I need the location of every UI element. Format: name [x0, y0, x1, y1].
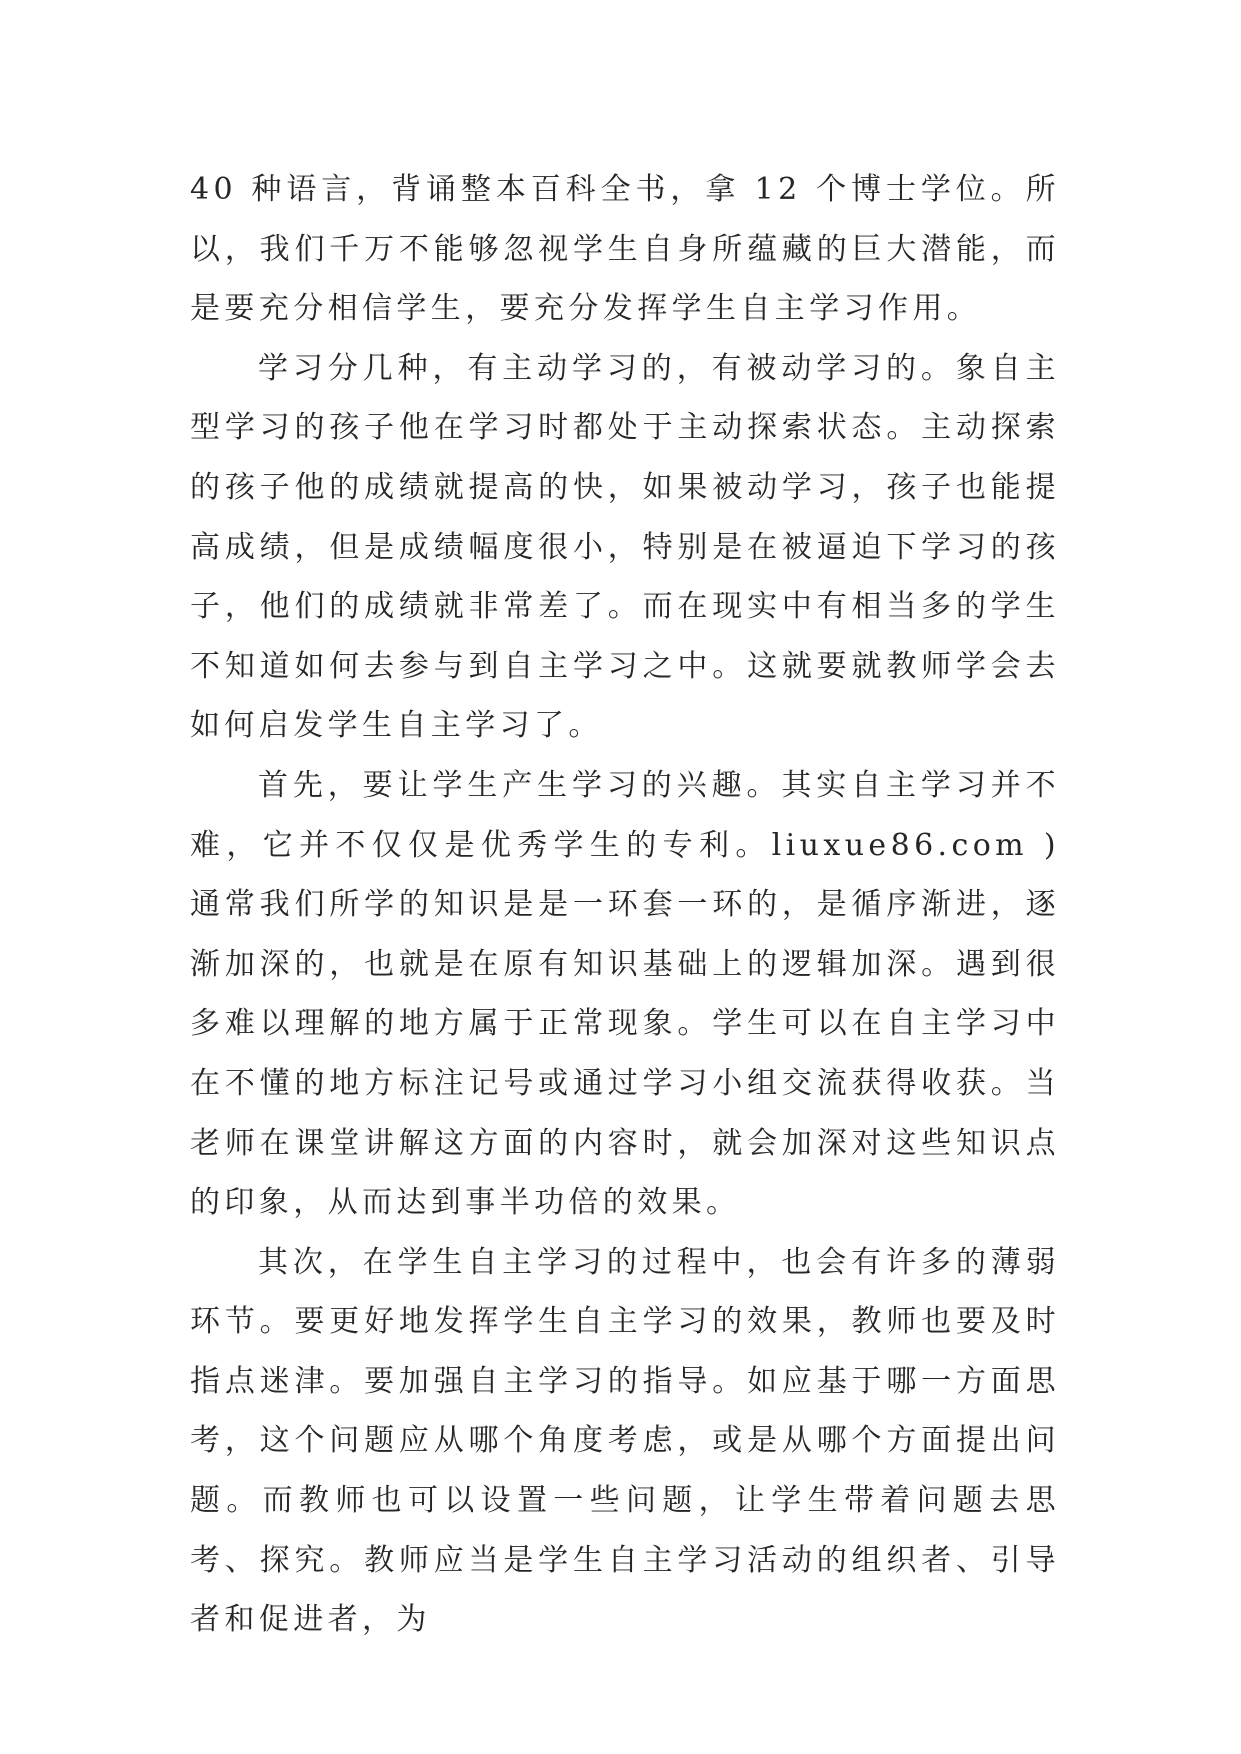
paragraph-1: 40 种语言，背诵整本百科全书，拿 12 个博士学位。所以，我们千万不能够忽视学生自身所蕴藏的巨大潜能，而是要充分相信学生，要充分发挥学生自主学习作用。: [190, 172, 1060, 327]
paragraph-4: 其次，在学生自主学习的过程中，也会有许多的薄弱环节。要更好地发挥学生自主学习的效果，教师也要及时指点迷津。要加强自主学习的指导。如应基于哪一方面思考，这个问题应从哪个角度考虑，或是从哪个方面提出问题。而教师也可以设置一些问题，让学生带着问题去思考、探究。教师应当是学生自主学习活动的组织者、引导者和促进者，为: [190, 1244, 1060, 1638]
paragraph-3: 首先，要让学生产生学习的兴趣。其实自主学习并不难，它并不仅仅是优秀学生的专利。liuxue86.com )通常我们所学的知识是是一环套一环的，是循序渐进，逐渐加深的，也就是在原有知识基础上的逻辑加深。遇到很多难以理解的地方属于正常现象。学生可以在自主学习中在不懂的地方标注记号或通过学习小组交流获得收获。当老师在课堂讲解这方面的内容时，就会加深对这些知识点的印象，从而达到事半功倍的效果。: [190, 767, 1060, 1221]
paragraph-2: 学习分几种，有主动学习的，有被动学习的。象自主型学习的孩子他在学习时都处于主动探索状态。主动探索的孩子他的成绩就提高的快，如果被动学习，孩子也能提高成绩，但是成绩幅度很小，特别是在被逼迫下学习的孩子，他们的成绩就非常差了。而在现实中有相当多的学生不知道如何去参与到自主学习之中。这就要就教师学会去如何启发学生自主学习了。: [190, 350, 1060, 744]
body-text: [190, 160, 1060, 1650]
